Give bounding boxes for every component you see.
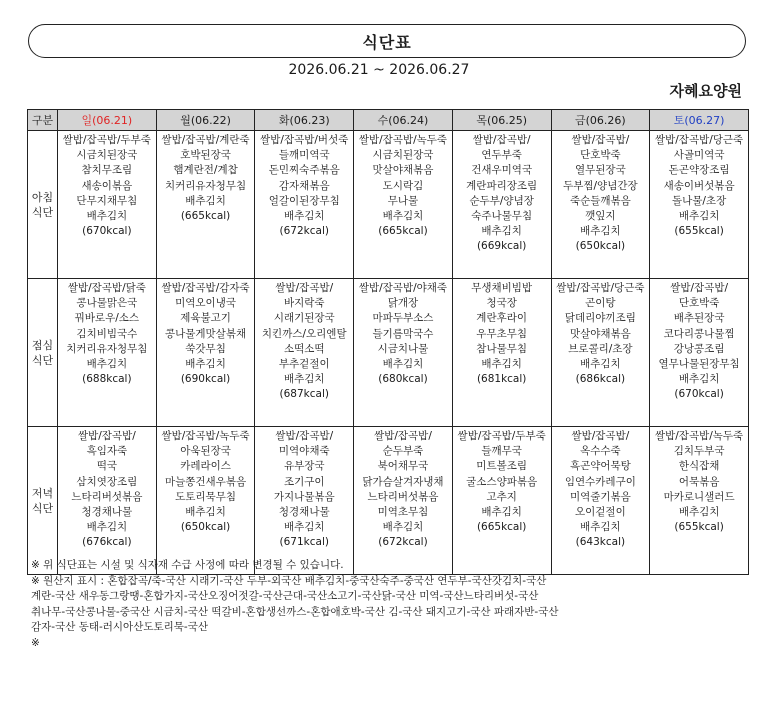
note-line: ※ <box>31 636 40 649</box>
notes-section <box>31 558 749 651</box>
note-line: 감자-국산 동태-러시아산도토리묵-국산 <box>31 621 208 633</box>
menu-item: 한식잡채 <box>678 460 720 473</box>
menu-item: 쌀밥/잡곡밥/두부죽 <box>457 430 546 442</box>
menu-item: 숙주나물무침 <box>471 210 533 223</box>
menu-cell-breakfast-1 <box>156 131 255 279</box>
menu-item: 미트볼조림 <box>476 460 528 473</box>
menu-item: 쌀밥/잡곡밥/흑임자죽 <box>77 430 136 458</box>
menu-item: 느타리버섯볶음 <box>367 490 439 503</box>
day-header-0: 일(06.21) <box>58 110 157 131</box>
menu-item: 삼치엿장조림 <box>76 475 138 488</box>
menu-item: 배추김치 <box>678 210 720 223</box>
menu-item: 쌀밥/잡곡밥/순두부죽 <box>374 430 432 458</box>
menu-cell-breakfast-6 <box>650 131 749 279</box>
menu-item: 깻잎지 <box>585 210 616 223</box>
menu-item: 쌀밥/잡곡밥/야채죽 <box>358 282 448 294</box>
menu-cell-dinner-0 <box>58 427 157 575</box>
menu-item: 쌀밥/잡곡밥/단호박죽 <box>670 282 728 310</box>
menu-cell-lunch-4 <box>452 279 551 427</box>
menu-item: 건새우미역국 <box>471 164 533 177</box>
meal-label-line: 식단 <box>31 501 54 515</box>
menu-item: 소떡소떡 <box>283 342 325 355</box>
menu-cell-breakfast-0 <box>58 131 157 279</box>
menu-item: 계란파리장조림 <box>466 179 538 192</box>
menu-item: 배추김치 <box>580 358 621 371</box>
menu-item: 북어채무국 <box>377 460 429 473</box>
menu-item: (676kcal) <box>82 536 132 549</box>
menu-item: 브로콜리/초장 <box>568 342 633 355</box>
menu-item: 우무초무침 <box>476 327 528 340</box>
menu-item: 김치두부국 <box>673 445 725 458</box>
menu-item: 쌀밥/잡곡밥/녹두죽 <box>358 134 448 146</box>
menu-item: 시래기된장국 <box>273 312 335 325</box>
menu-item: 배추김치 <box>481 506 522 519</box>
menu-item: 강낭콩조림 <box>673 342 725 355</box>
menu-item: 쌀밥/잡곡밥/버섯죽 <box>260 134 349 146</box>
menu-item: 쌀밥/잡곡밥/바지락죽 <box>275 282 334 310</box>
menu-item: 쌀밥/잡곡밥/녹두죽 <box>161 430 250 442</box>
menu-item: 고추지 <box>486 490 517 503</box>
menu-item: (670kcal) <box>674 388 724 401</box>
meal-label-line: 점심 <box>31 338 54 352</box>
menu-item: 배추김치 <box>382 358 424 371</box>
menu-item: 배추된장국 <box>673 312 725 325</box>
menu-item: 사골미역국 <box>673 149 725 162</box>
menu-item: 쌀밥/잡곡밥/닭죽 <box>67 282 146 294</box>
menu-item: 쌀밥/잡곡밥/감자죽 <box>161 282 250 294</box>
menu-item: 계란후라이 <box>476 312 528 325</box>
menu-item: 닭데리야끼조림 <box>564 312 636 325</box>
menu-item: 흑곤약어묵탕 <box>569 460 631 473</box>
menu-item: 어묵볶음 <box>678 475 720 488</box>
menu-item: 마늘쫑건새우볶음 <box>164 475 247 488</box>
menu-item: 들깨무국 <box>481 445 522 458</box>
menu-item: 배추김치 <box>185 506 226 519</box>
menu-item: 새송이볶음 <box>81 179 133 192</box>
menu-item: 꿔바로우/소스 <box>74 312 140 325</box>
menu-item: 열무나물된장무침 <box>658 358 740 371</box>
note-line: 취나무-국산콩나물-중국산 시금치-국산 떡갈비-혼합생선까스-혼합애호박-국산 김-국산 돼지고기-국산 파래자반-국산 <box>31 605 559 618</box>
meal-label-line: 아침 <box>31 190 54 204</box>
meal-row-dinner <box>28 427 749 575</box>
menu-item: 돌나물/초장 <box>671 194 727 207</box>
menu-item: 순두부/양념장 <box>469 194 534 207</box>
meal-label-line: 식단 <box>31 353 54 367</box>
menu-item: 쑥갓무침 <box>185 342 226 355</box>
menu-cell-lunch-5 <box>551 279 650 427</box>
menu-item: 부추겉절이 <box>278 358 330 371</box>
menu-item: 배추김치 <box>580 521 621 534</box>
menu-item: 무나물 <box>387 194 419 207</box>
menu-item: 미역초무침 <box>377 506 429 519</box>
menu-item: 죽순들깨볶음 <box>569 194 631 207</box>
menu-item: 호박된장국 <box>180 149 231 162</box>
organization-name: 자혜요양원 <box>669 82 742 100</box>
menu-item: 김치비빔국수 <box>76 327 138 340</box>
day-header-3: 수(06.24) <box>354 110 453 131</box>
day-header-6: 토(06.27) <box>650 110 749 131</box>
menu-item: 곤이탕 <box>585 297 616 310</box>
menu-cell-breakfast-2 <box>255 131 354 279</box>
menu-cell-lunch-6 <box>650 279 749 427</box>
menu-item: 굴소스양파볶음 <box>466 475 538 488</box>
menu-item: 배추김치 <box>382 521 424 534</box>
menu-item: 제육불고기 <box>180 312 231 325</box>
menu-item: 치커리유자청무침 <box>66 342 148 355</box>
note-line: 계란-국산 새우동그랑땡-혼합가지-국산오징어젓갈-국산근대-국산소고기-국산닭-국산 미역-국산느타리버섯-국산 <box>31 590 539 602</box>
menu-item: 배추김치 <box>185 194 226 207</box>
menu-cell-breakfast-4 <box>452 131 551 279</box>
menu-item: 가지나물볶음 <box>273 490 335 503</box>
menu-item: (671kcal) <box>279 536 329 549</box>
menu-item: 시금치나물 <box>377 342 429 355</box>
meal-label-lunch <box>28 279 58 427</box>
menu-item: 시금치된장국 <box>76 149 138 162</box>
menu-item: 배추김치 <box>86 521 128 534</box>
meal-row-breakfast <box>28 131 749 279</box>
menu-item: 도시락김 <box>382 179 424 192</box>
note-line: ※ 위 식단표는 시설 및 식자재 수급 사정에 따라 변경될 수 있습니다. <box>31 559 344 571</box>
menu-item: (672kcal) <box>279 225 329 238</box>
menu-item: 감자채볶음 <box>278 179 330 192</box>
menu-item: 쌀밥/잡곡밥/당근죽 <box>654 134 744 146</box>
menu-item: 맛살야채볶음 <box>569 327 631 340</box>
menu-item: 돈민찌숙주볶음 <box>268 164 340 177</box>
menu-cell-dinner-3 <box>354 427 453 575</box>
menu-item: 배추김치 <box>580 225 621 238</box>
menu-item: (643kcal) <box>575 536 626 549</box>
meal-row-lunch <box>28 279 749 427</box>
menu-item: (650kcal) <box>575 240 626 253</box>
menu-item: 코다리콩나물찜 <box>663 327 735 340</box>
menu-item: 조기구이 <box>283 475 325 488</box>
menu-item: 임연수카레구이 <box>564 475 636 488</box>
menu-item: 유부장국 <box>283 460 325 473</box>
menu-item: 쌀밥/잡곡밥/녹두죽 <box>654 430 744 442</box>
menu-item: 마카로니샐러드 <box>663 490 735 503</box>
menu-item: 콩나물맑은국 <box>76 297 138 310</box>
day-header-row <box>28 110 749 131</box>
meal-label-breakfast <box>28 131 58 279</box>
menu-item: 열무된장국 <box>575 164 626 177</box>
menu-item: 들깨미역국 <box>278 149 330 162</box>
corner-label: 구분 <box>28 110 58 131</box>
note-line: ※ 원산지 표시 : 혼합잡곡/죽-국산 시래기-국산 두부-외국산 배추김치-중국산숙주-중국산 연두부-국산갓김치-국산 <box>31 574 547 587</box>
menu-item: 쌀밥/잡곡밥/계란죽 <box>161 134 250 146</box>
meal-label-line: 식단 <box>31 205 54 219</box>
menu-cell-lunch-2 <box>255 279 354 427</box>
weekly-menu-table <box>27 109 749 575</box>
menu-item: 배추김치 <box>185 358 226 371</box>
menu-item: 콩나물게맛살볶채 <box>164 327 247 340</box>
menu-item: 배추김치 <box>86 210 128 223</box>
menu-item: 배추김치 <box>382 210 424 223</box>
menu-item: 돈곤약장조림 <box>668 164 730 177</box>
menu-item: 새송이버섯볶음 <box>663 179 735 192</box>
menu-item: (669kcal) <box>476 240 527 253</box>
menu-item: (688kcal) <box>82 373 132 386</box>
menu-item: 치킨까스/오리엔탈 <box>261 327 347 340</box>
menu-item: (681kcal) <box>476 373 527 386</box>
menu-item: 쌀밥/잡곡밥/두부죽 <box>62 134 151 146</box>
menu-item: 청국장 <box>486 297 517 310</box>
menu-item: 치커리유자청무침 <box>164 179 247 192</box>
menu-item: (686kcal) <box>575 373 626 386</box>
menu-item: 도토리묵무침 <box>175 490 236 503</box>
menu-item: 배추김치 <box>283 521 325 534</box>
menu-item: 배추김치 <box>481 358 522 371</box>
menu-item: (687kcal) <box>279 388 329 401</box>
menu-item: 청경채나물 <box>278 506 330 519</box>
menu-item: 배추김치 <box>283 210 325 223</box>
menu-item: 아욱된장국 <box>180 445 231 458</box>
menu-item: (650kcal) <box>180 521 231 534</box>
menu-item: (680kcal) <box>378 373 428 386</box>
menu-item: 참나물무침 <box>476 342 528 355</box>
menu-item: 단무지채무침 <box>76 194 138 207</box>
menu-item: (655kcal) <box>674 225 724 238</box>
menu-item: 카레라이스 <box>180 460 231 473</box>
menu-item: 미역줄기볶음 <box>569 490 631 503</box>
menu-item: 참치무조림 <box>81 164 133 177</box>
menu-item: 햄계란전/계찹 <box>173 164 238 177</box>
menu-cell-breakfast-5 <box>551 131 650 279</box>
menu-item: 떡국 <box>96 460 117 473</box>
menu-item: 쌀밥/잡곡밥/당근죽 <box>556 282 645 294</box>
menu-cell-dinner-4 <box>452 427 551 575</box>
menu-item: (665kcal) <box>180 210 231 223</box>
day-header-1: 월(06.22) <box>156 110 255 131</box>
menu-item: 쌀밥/잡곡밥/연두부죽 <box>472 134 531 162</box>
day-header-5: 금(06.26) <box>551 110 650 131</box>
menu-item: 마파두부소스 <box>372 312 434 325</box>
meal-label-line: 저녁 <box>31 486 54 500</box>
title-banner <box>28 24 746 58</box>
menu-cell-lunch-3 <box>354 279 453 427</box>
menu-item: 배추김치 <box>678 373 720 386</box>
menu-item: 쌀밥/잡곡밥/미역야채죽 <box>275 430 334 458</box>
menu-cell-lunch-0 <box>58 279 157 427</box>
menu-item: 닭가슴살겨자냉채 <box>362 475 444 488</box>
menu-period: 2026.06.21 ~ 2026.06.27 <box>288 62 470 78</box>
menu-item: 무생채비빔밥 <box>471 282 533 294</box>
menu-item: 두부찜/양념간장 <box>563 179 638 192</box>
menu-item: (672kcal) <box>378 536 428 549</box>
day-header-4: 목(06.25) <box>452 110 551 131</box>
menu-item: 시금치된장국 <box>372 149 434 162</box>
menu-cell-dinner-2 <box>255 427 354 575</box>
menu-cell-lunch-1 <box>156 279 255 427</box>
menu-cell-dinner-1 <box>156 427 255 575</box>
menu-item: 배추김치 <box>86 358 128 371</box>
menu-item: 쌀밥/잡곡밥/옥수수죽 <box>571 430 630 458</box>
menu-cell-breakfast-3 <box>354 131 453 279</box>
menu-item: 맛살야채볶음 <box>372 164 434 177</box>
menu-item: 배추김치 <box>678 506 720 519</box>
menu-item: 배추김치 <box>283 373 325 386</box>
menu-item: (665kcal) <box>476 521 527 534</box>
menu-item: (690kcal) <box>180 373 231 386</box>
menu-item: 오이겉절이 <box>575 506 626 519</box>
menu-item: (655kcal) <box>674 521 724 534</box>
menu-item: 미역오이냉국 <box>175 297 236 310</box>
page-title: 식단표 <box>362 32 412 52</box>
menu-item: 느타리버섯볶음 <box>71 490 143 503</box>
menu-item: 쌀밥/잡곡밥/단호박죽 <box>571 134 630 162</box>
meal-label-dinner <box>28 427 58 575</box>
menu-item: 들기름막국수 <box>372 327 434 340</box>
day-header-2: 화(06.23) <box>255 110 354 131</box>
menu-item: 청경채나물 <box>81 506 133 519</box>
menu-cell-dinner-5 <box>551 427 650 575</box>
menu-item: 얼갈이된장무침 <box>268 194 340 207</box>
menu-item: 닭개장 <box>387 297 419 310</box>
menu-cell-dinner-6 <box>650 427 749 575</box>
menu-item: (670kcal) <box>82 225 132 238</box>
menu-item: 배추김치 <box>481 225 522 238</box>
menu-item: (665kcal) <box>378 225 428 238</box>
